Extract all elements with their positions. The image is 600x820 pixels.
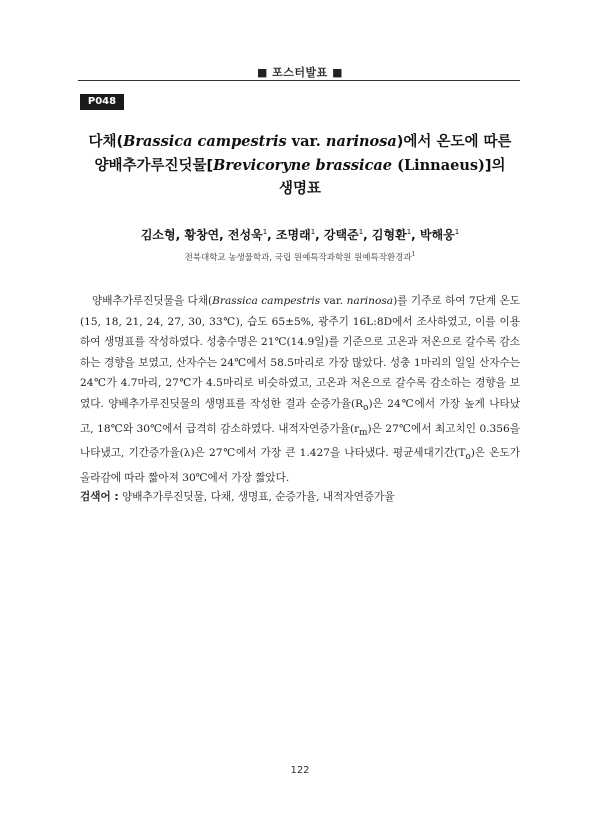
title-part: var. — [286, 133, 326, 150]
subscript: m — [359, 427, 368, 438]
author-name: 김소형 — [140, 228, 176, 242]
abstract-text: var. — [320, 295, 347, 307]
abstract-text: )를 기주로 하여 7단계 온도(15, 18, 21, 24, 27, 30, 33℃), 습도 65±5%, 광주기 16L:8D에서 조사하였고, 이를 이용하여 생명표를 작성하였다. 성충수명은 21℃(14.9일)를 기준으로 고온과 저온으로 갈수록 감소하는 경향을 보였고, 산자수는 24℃에서 58.5마리로 가장 많았다. 성충 1마리의 일일 산자수는 24℃가 4.7마리, 27℃가 4.5마리로 비슷하였고, 고온과 저온으로 갈수록 감소하는 경향을 보였다. 양배추가루진딧물의 생명표를 작성한 결과 순증가율(R — [80, 295, 520, 410]
affiliation-text: 전북대학교 농생물학과, 국립 원예특작과학원 원예특작환경과 — [184, 253, 412, 263]
page-number: 122 — [290, 765, 310, 776]
title-part: 생명표 — [278, 181, 322, 197]
abstract-text: )은 24℃에서 가장 높게 나타났고, 18℃와 30℃에서 급격히 감소하였다. 내적자연증가율(r — [80, 397, 520, 435]
abstract-body — [80, 291, 520, 489]
title-species: Brevicoryne brassicae — [213, 157, 393, 174]
title-part: 다채( — [88, 134, 124, 150]
abstract-variety: narinosa — [346, 295, 394, 307]
abstract-text: )은 27℃에서 최고치인 0.356을 나타냈고, 기간증가율(λ)은 27℃에서 가장 큰 1.427을 나타냈다. 평균세대기간(T — [80, 422, 521, 460]
author-name: 김형환 — [371, 228, 407, 242]
affiliation-mark: 1 — [454, 228, 460, 236]
paper-title — [80, 130, 520, 201]
affiliation-mark: 1 — [262, 228, 268, 236]
poster-id-badge: P048 — [80, 94, 124, 110]
title-part: 양배추가루진딧물[ — [94, 158, 214, 174]
author-name: 조명래 — [275, 228, 311, 242]
author-list: 김소형, 황창연, 전성욱$^1$, 조명래$^1$, 강택준$^1$, 김형환$^1$, 박해웅$^1$ — [140, 228, 460, 242]
affiliation-mark: 1 — [310, 228, 316, 236]
title-part: ]의 — [484, 158, 506, 174]
affiliation-mark: 1 — [406, 228, 412, 236]
title-variety: narinosa — [325, 133, 397, 150]
keywords-label: 검색어 : — [80, 491, 119, 503]
abstract-species: Brassica campestris — [212, 295, 321, 307]
title-species: Brassica campestris — [123, 133, 287, 150]
keywords-text: 양배추가루진딧물, 다채, 생명표, 순증가율, 내적자연증가율 — [118, 491, 395, 503]
author-name: 황창연 — [184, 228, 220, 242]
subscript: o — [363, 403, 369, 414]
author-name: 박해웅 — [419, 228, 455, 242]
keywords — [80, 488, 520, 506]
affiliation — [80, 251, 520, 263]
author-name: 강택준 — [323, 228, 359, 242]
title-author: (Linnaeus) — [392, 157, 485, 174]
abstract-text: )은 온도가 올라감에 따라 짧아져 30℃에서 가장 짧았다. — [80, 447, 521, 485]
affiliation-mark: 1 — [358, 228, 364, 236]
subscript: o — [465, 452, 471, 463]
abstract-text: 양배추가루진딧물을 다채( — [92, 295, 213, 307]
section-header: ■ 포스터발표 ■ — [256, 66, 344, 79]
author-name: 전성욱 — [227, 228, 263, 242]
header-rule — [78, 80, 520, 81]
affiliation-mark: 1 — [411, 251, 416, 258]
title-part: )에서 온도에 따른 — [396, 134, 512, 150]
